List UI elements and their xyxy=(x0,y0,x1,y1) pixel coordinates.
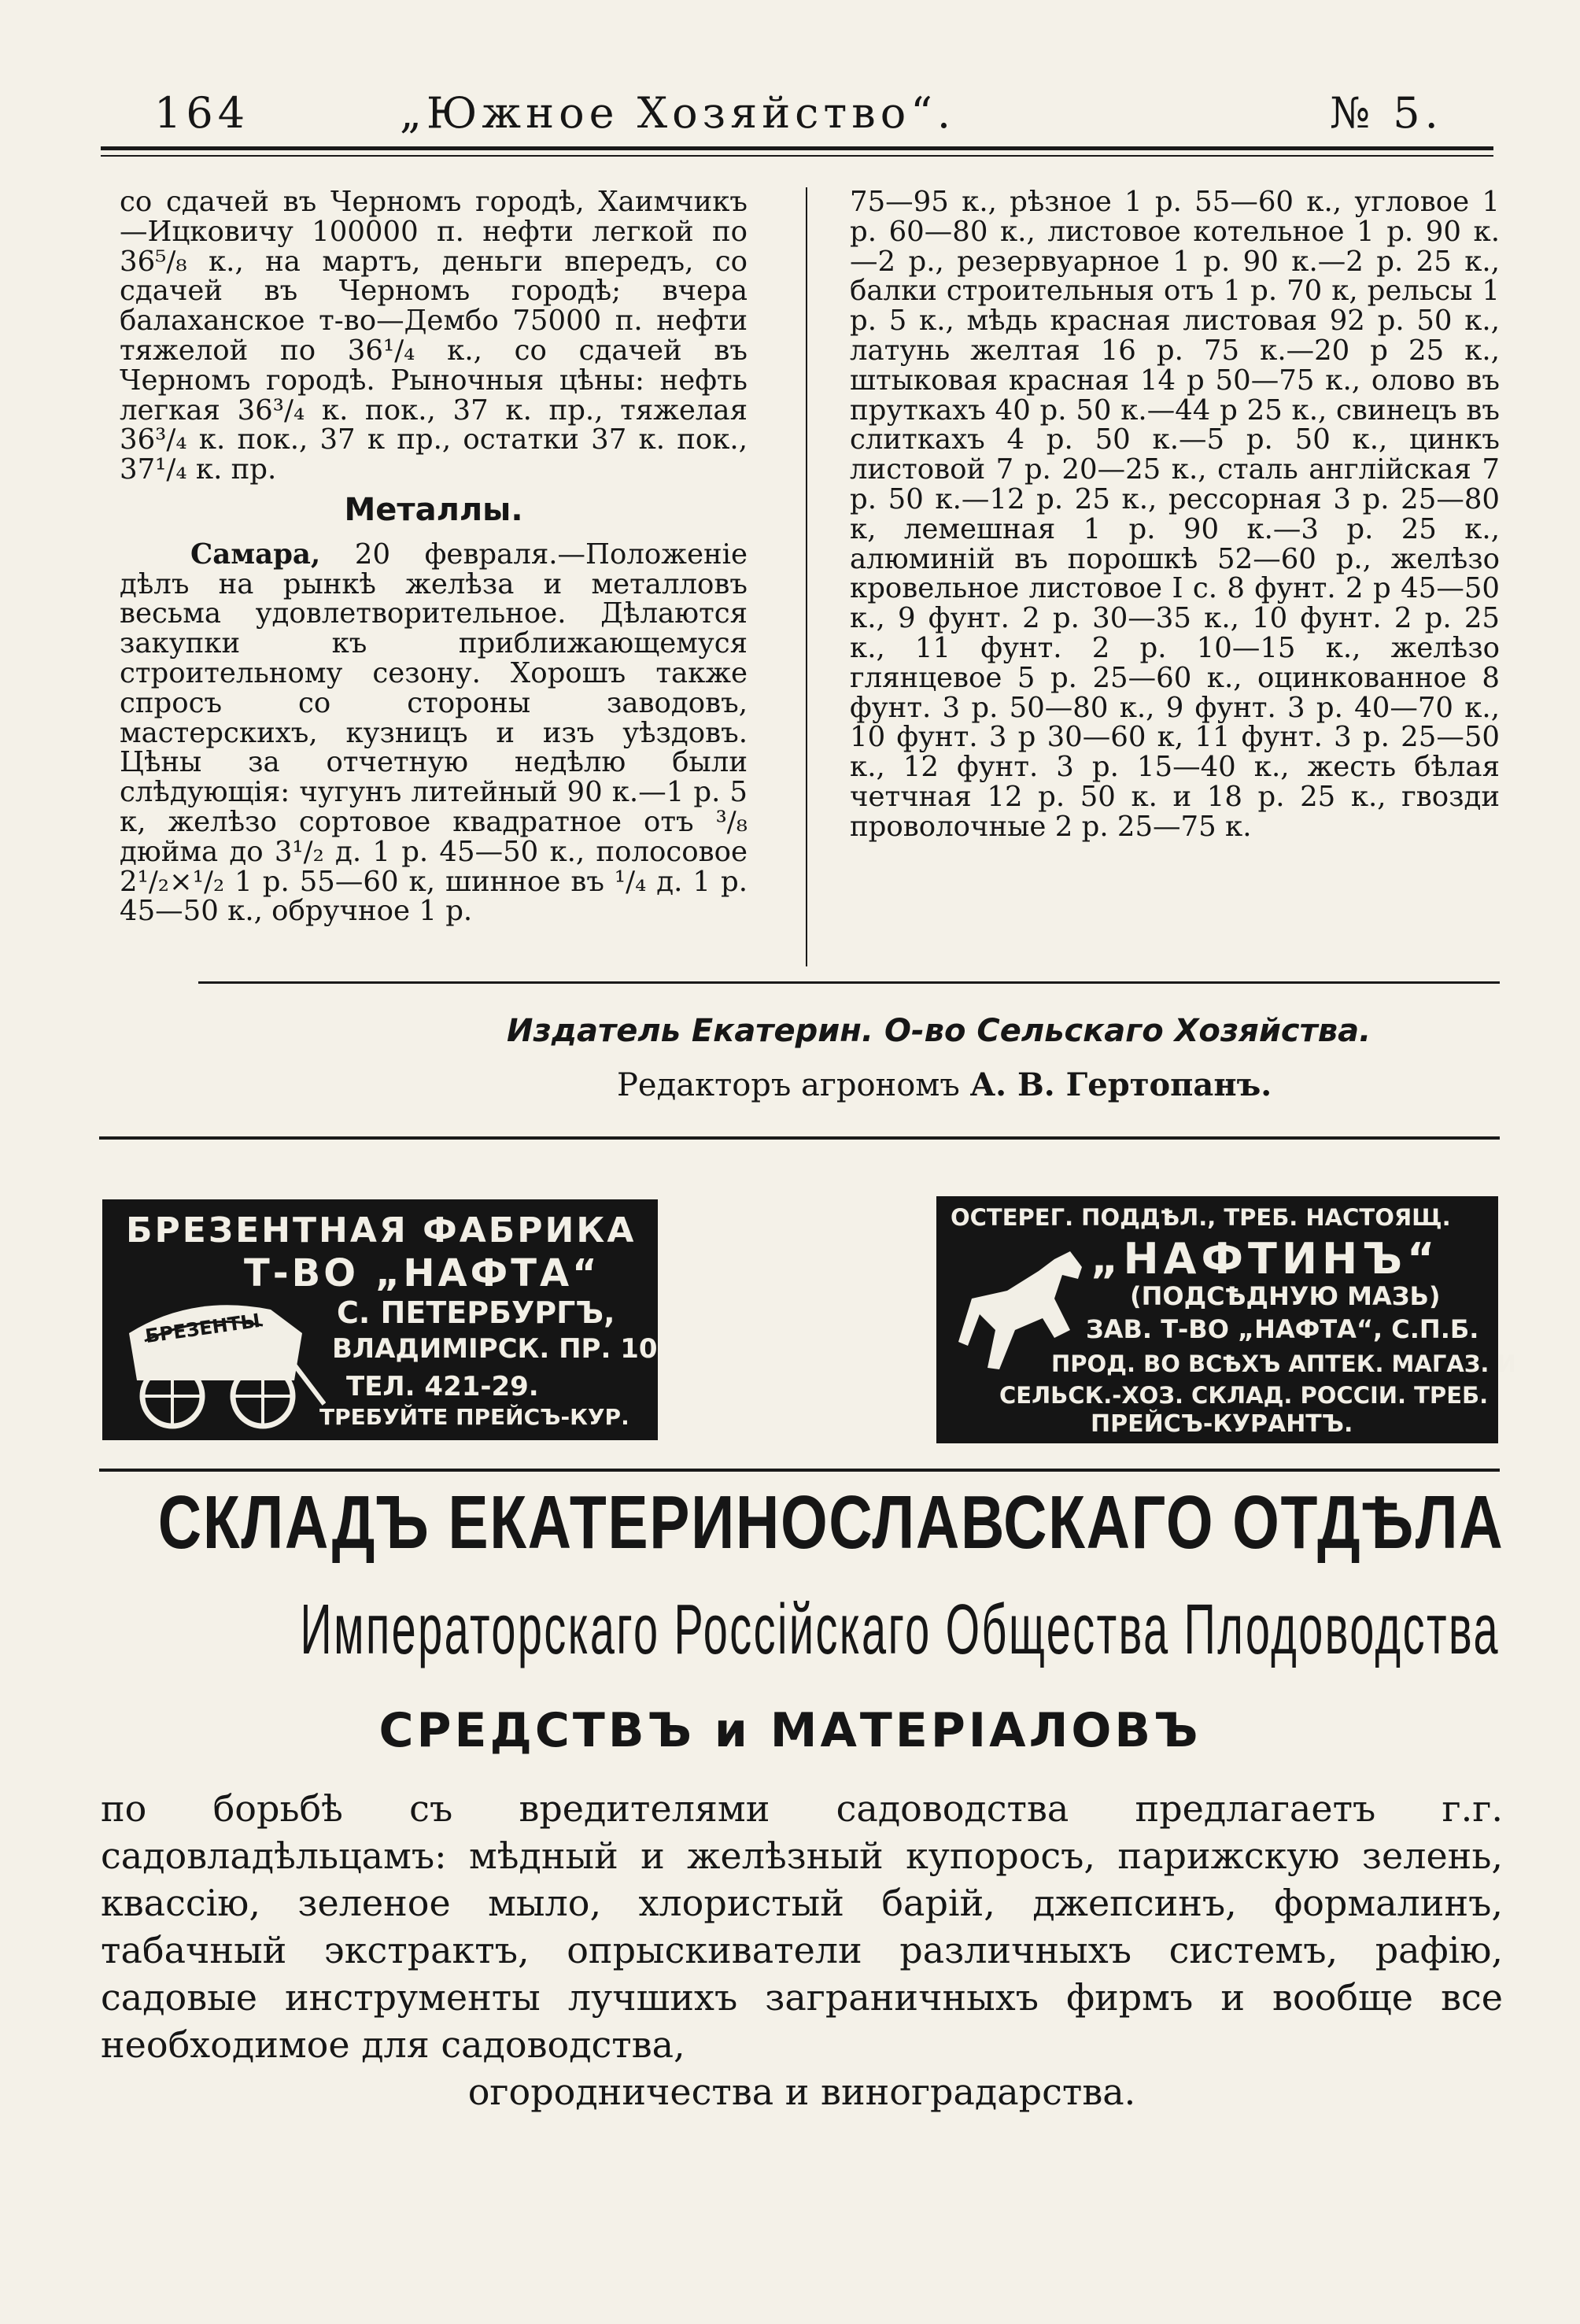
cart-icon xyxy=(113,1286,326,1435)
section-title-metals: Металлы. xyxy=(344,491,523,528)
big-ad-body-text: по борьбѣ съ вредителями садоводства предлагаетъ г.г. садовладѣльцамъ: мѣдный и желѣзный купоросъ, парижскую зелень, квассію, зеленое мыло, хлористый барій, джепсинъ, формалинъ, табачный экстрактъ, опрыскиватели различныхъ системъ, рафію, садовые инструменты лучшихъ заграничныхъ фирмъ и вообще все необходимое для садоводства, xyxy=(101,1787,1503,2066)
journal-title: „Южное Хозяйство“. xyxy=(400,88,955,138)
right-column xyxy=(850,187,1500,842)
ad-right-line5: ПРОД. ВО ВСѢХЪ АПТЕК. МАГАЗ. И xyxy=(1051,1350,1516,1377)
left-para-metals xyxy=(120,540,748,926)
editor-name: А. В. Гертопанъ. xyxy=(969,1066,1272,1103)
publisher-line: Издатель Екатерин. О-во Сельскаго Хозяйства. xyxy=(507,1013,1371,1049)
big-ad-subhead: Императорскаго Россійскаго Общества Плодоводства xyxy=(300,1591,1501,1669)
page-number: 164 xyxy=(154,88,250,138)
ad-right-line4: ЗАВ. Т-ВО „НАФТА“, С.П.Б. xyxy=(1086,1314,1479,1344)
header-rule-thin xyxy=(101,155,1493,157)
left-column xyxy=(120,187,748,926)
ads-rule-top xyxy=(99,1136,1500,1140)
ad-tarpaulin-factory xyxy=(102,1199,658,1440)
imprint-rule xyxy=(198,981,1500,984)
big-ad-subhead2: СРЕДСТВЪ и МАТЕРІАЛОВЪ xyxy=(378,1703,1202,1758)
big-ad-headline: СКЛАДЪ ЕКАТЕРИНОСЛАВСКАГО ОТДѢЛА xyxy=(157,1480,1504,1565)
ad-right-line1: ОСТЕРЕГ. ПОДДѢЛ., ТРЕБ. НАСТОЯЩ. xyxy=(951,1204,1451,1231)
ad-left-line2: Т-ВО „НАФТА“ xyxy=(244,1251,600,1295)
ad-right-line6: СЕЛЬСК.-ХОЗ. СКЛАД. РОССІИ. ТРЕБ. xyxy=(999,1382,1489,1409)
ad-left-line6: ТРЕБУЙТЕ ПРЕЙСЪ-КУР. xyxy=(319,1404,629,1430)
cart-label: БРЕЗЕНТЫ xyxy=(143,1309,262,1348)
issue-number: № 5. xyxy=(1330,88,1443,138)
ad-naftin xyxy=(936,1196,1516,1443)
header-rule xyxy=(101,146,1493,150)
editor-line xyxy=(617,1066,1272,1103)
ad-right-line7: ПРЕЙСЪ-КУРАНТЪ. xyxy=(1091,1410,1353,1438)
ad-left-line4: ВЛАДИМІРСК. ПР. 10 xyxy=(332,1333,658,1365)
big-ad-last-line: огородничества и виноградарства. xyxy=(467,2071,1136,2113)
city-name: Самара, xyxy=(190,538,321,571)
ad-left-line1: БРЕЗЕНТНАЯ ФАБРИКА xyxy=(126,1210,637,1251)
column-divider xyxy=(806,187,807,966)
ads-rule-bottom xyxy=(99,1469,1500,1472)
ad-right-line2: „НАФТИНЪ“ xyxy=(1091,1234,1440,1284)
ad-right-line3: (ПОДСѢДНУЮ МАЗЬ) xyxy=(1130,1281,1441,1311)
left-para-oil: со сдачей въ Черномъ городѣ, Хаимчикъ—Ицковичу 100000 п. нефти легкой по 36⁵/₈ к., на мартъ, деньги впередъ, со сдачей въ Черномъ городѣ; вчера балаханское т-во—Дембо 75000 п. нефти тяжелой по 36¹/₄ к., со сдачей въ Черномъ городѣ. Рыночныя цѣны: нефть легкая 36³/₄ к. пок., 37 к. пр., тяжелая 36³/₄ к. пок., 37 к пр., остатки 37 к. пок., 37¹/₄ к. пр. xyxy=(120,186,748,486)
right-para-prices: 75—95 к., рѣзное 1 р. 55—60 к., угловое 1 р. 60—80 к., листовое котельное 1 р. 90 к.—2 р., резервуарное 1 р. 90 к.—2 р. 25 к., балки строительныя отъ 1 р. 70 к, рельсы 1 р. 5 к., мѣдь красная листовая 92 р. 50 к., латунь желтая 16 р. 75 к.—20 р 25 к., штыковая красная 14 р 50—75 к., олово въ пруткахъ 40 р. 50 к.—44 р 25 к., свинецъ въ слиткахъ 4 р. 50 к.—5 р. 50 к., цинкъ листовой 7 р. 20—25 к., сталь англійская 7 р. 50 к.—12 р. 25 к., рессорная 3 р. 25—80 к, лемешная 1 р. 90 к.—3 р. 25 к., алюминій въ порошкѣ 52—60 р., желѣзо кровельное листовое I с. 8 фунт. 2 р 45—50 к., 9 фунт. 2 р. 30—35 к., 10 фунт. 2 р. 25 к., 11 фунт. 2 р. 10—15 к., желѣзо глянцевое 5 р. 25—60 к., оцинкованное 8 фунт. 3 р. 50—80 к., 9 фунт. 3 р. 40—70 к., 10 фунт. 3 р 30—60 к, 11 фунт. 3 р. 25—50 к., 12 фунт. 3 р. 15—40 к., жесть бѣлая четчная 12 р. 50 к. и 18 р. 25 к., гвозди проволочные 2 р. 25—75 к. xyxy=(850,186,1500,843)
ad-left-line5: ТЕЛ. 421-29. xyxy=(346,1371,539,1402)
ad-left-line3: С. ПЕТЕРБУРГЪ, xyxy=(337,1295,615,1330)
big-ad-body xyxy=(101,1785,1503,2115)
editor-prefix: Редакторъ агрономъ xyxy=(617,1067,970,1103)
metals-text: 20 февраля.—Положеніе дѣлъ на рынкѣ желѣза и металловъ весьма удовлетворительное. Дѣлаются закупки къ приближающемуся строительному сезону. Хорошъ также спросъ со стороны заводовъ, мастерскихъ, кузницъ и изъ уѣздовъ. Цѣны за отчетную недѣлю были слѣдующія: чугунъ литейный 90 к.—1 р. 5 к, желѣзо сортовое квадратное отъ ³/₈ дюйма до 3¹/₂ д. 1 р. 45—50 к., полосовое 2¹/₂×¹/₂ 1 р. 55—60 к, шинное въ ¹/₄ д. 1 р. 45—50 к., обручное 1 р. xyxy=(120,538,748,928)
horse-icon xyxy=(952,1243,1102,1385)
